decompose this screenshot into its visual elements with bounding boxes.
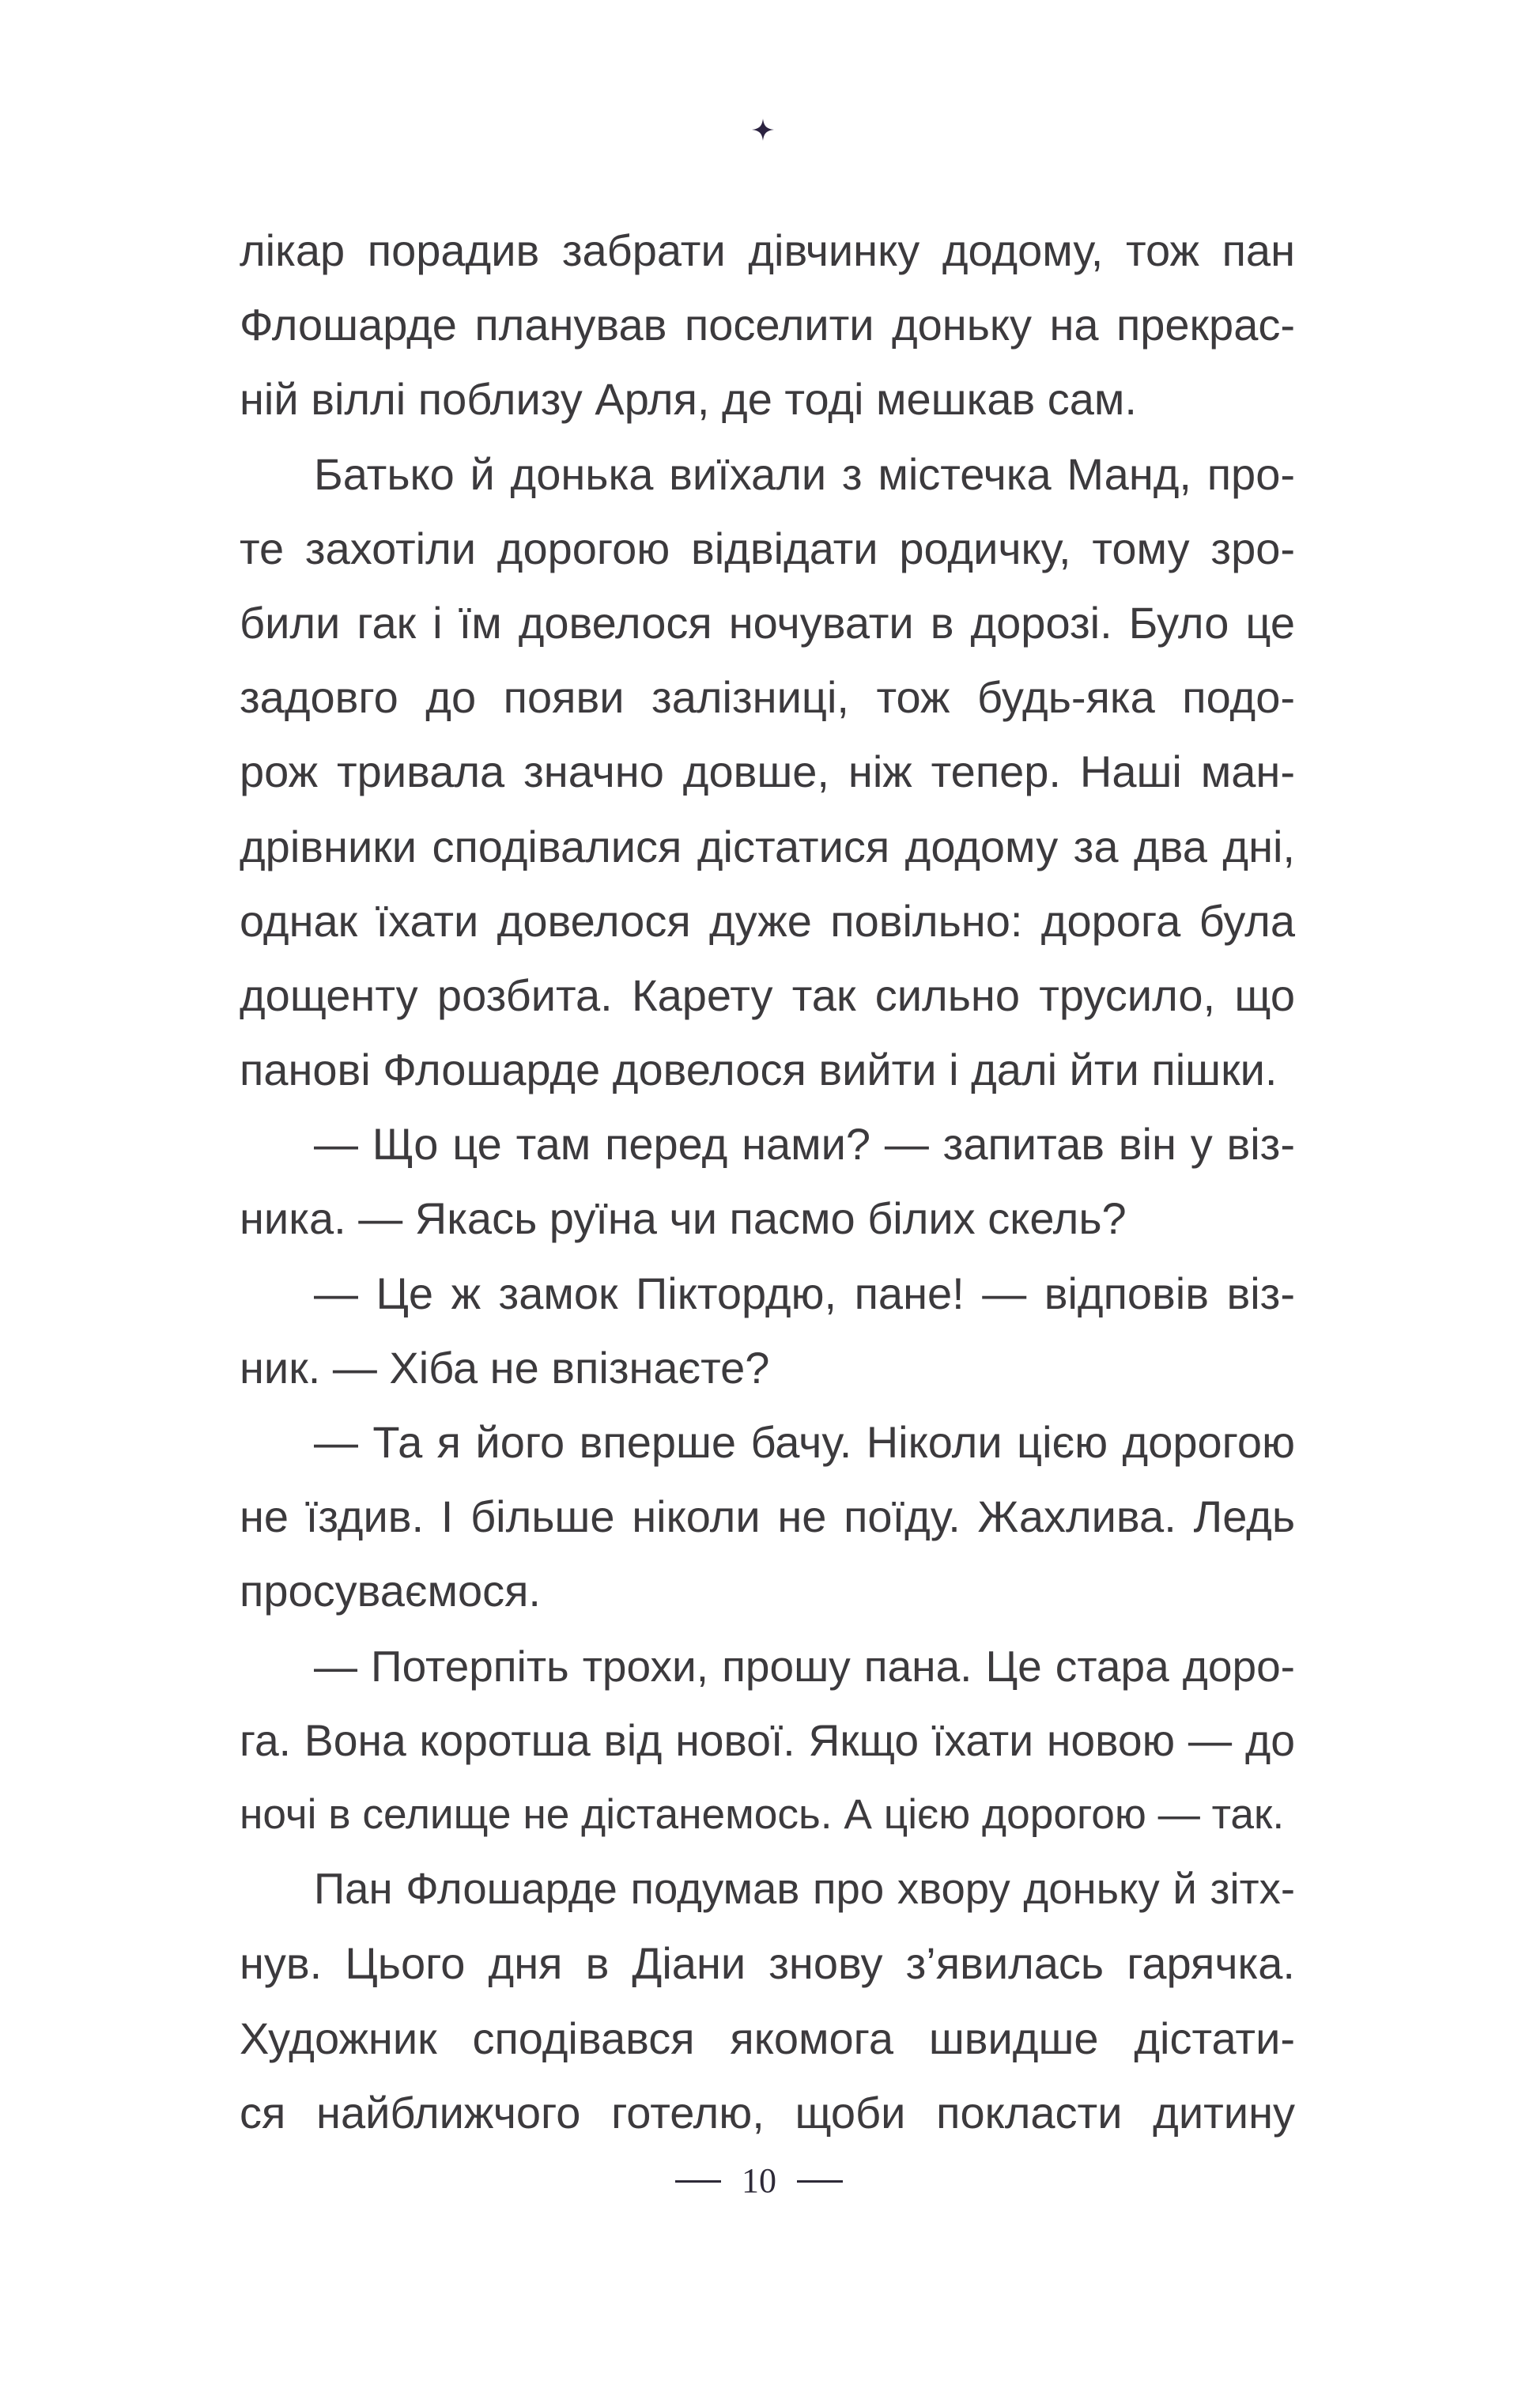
text-line: нув. Цього дня в Діани знову з’явилась гарячка.: [240, 1938, 1295, 1989]
text-line: га. Вона коротша від нової. Якщо їхати новою — до: [240, 1715, 1295, 1765]
text-line: дрівники сподівалися дістатися додому за два дні,: [240, 821, 1295, 871]
text-line: Батько й донька виїхали з містечка Манд, про-: [314, 448, 1295, 499]
text-line: — Та я його вперше бачу. Ніколи цією дорогою: [314, 1417, 1295, 1467]
text-line: Художник сподівався якомога швидше дістати-: [240, 2013, 1295, 2063]
text-line: ника. — Якась руїна чи пасмо білих скель?: [240, 1193, 1127, 1244]
text-line: ночі в селище не дістанемось. А цією дорогою — так.: [240, 1790, 1285, 1838]
text-line: дощенту розбита. Карету так сильно трусило, що: [240, 970, 1295, 1020]
text-line: панові Флошарде довелося вийти і далі йти пішки.: [240, 1045, 1278, 1095]
folio-dash-left: [675, 2180, 721, 2183]
text-line: Флошарде планував поселити доньку на прекрас-: [240, 300, 1295, 350]
text-line: лікар порадив забрати дівчинку додому, тож пан: [240, 225, 1295, 275]
page-folio: [0, 2157, 1518, 2205]
text-line: те захотіли дорогою відвідати родичку, тому зро-: [240, 523, 1295, 573]
text-line: не їздив. І більше ніколи не поїду. Жахлива. Ледь: [240, 1491, 1295, 1542]
folio-dash-right: [797, 2180, 843, 2183]
text-line: ся найближчого готелю, щоби покласти дитину: [240, 2087, 1295, 2138]
text-line: ній віллі поблизу Арля, де тоді мешкав сам.: [240, 374, 1137, 425]
text-line: рож тривала значно довше, ніж тепер. Наші ман-: [240, 747, 1295, 797]
four-point-star-icon: [751, 118, 775, 142]
text-line: — Це ж замок Піктордю, пане! — відповів віз-: [314, 1268, 1295, 1318]
text-line: задовго до появи залізниці, тож будь-яка подо-: [240, 672, 1295, 723]
text-line: — Що це там перед нами? — запитав він у віз-: [314, 1119, 1295, 1170]
body-text: [240, 214, 1295, 2150]
text-line: ник. — Хіба не впізнаєте?: [240, 1342, 770, 1393]
page-number: 10: [742, 2161, 776, 2200]
text-line: — Потерпіть трохи, прошу пана. Це стара доро-: [314, 1641, 1295, 1691]
ornament: [739, 106, 787, 153]
text-line: однак їхати довелося дуже повільно: дорога була: [240, 895, 1295, 946]
text-line: просуваємося.: [240, 1566, 541, 1616]
text-line: Пан Флошарде подумав про хвору доньку й зітх-: [314, 1865, 1295, 1914]
text-line: били гак і їм довелося ночувати в дорозі. Було це: [240, 597, 1295, 648]
